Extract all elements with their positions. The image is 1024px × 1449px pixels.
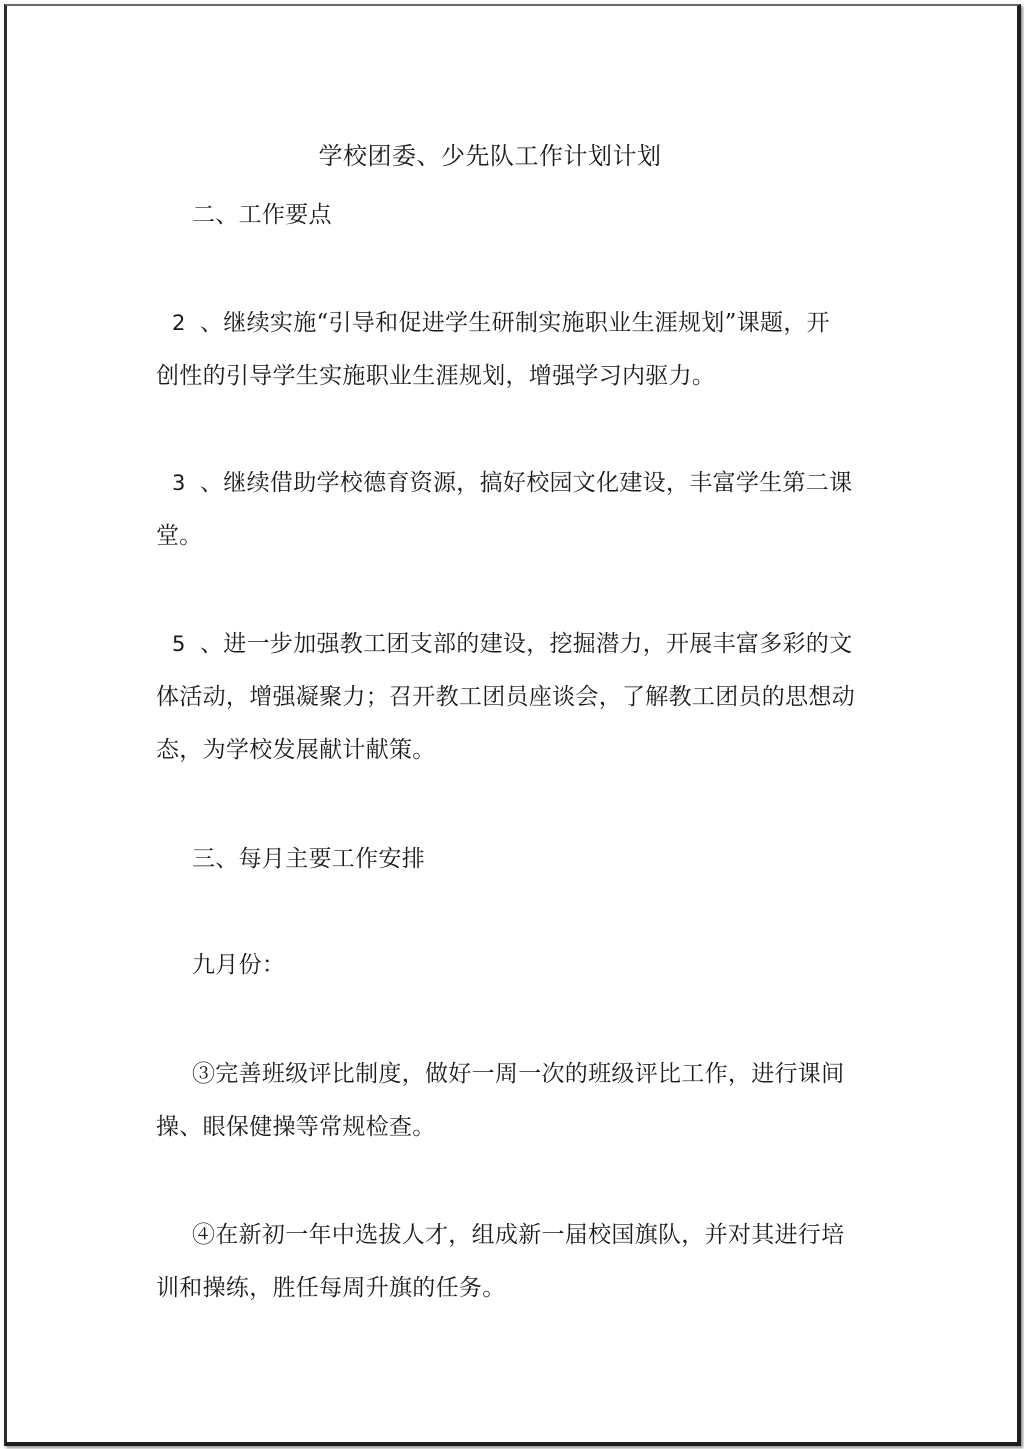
september-label: 九月份： bbox=[192, 952, 286, 978]
item-3-line-2: 堂。 bbox=[156, 523, 203, 549]
item-2-number: 2 bbox=[172, 311, 186, 335]
sep-item-3-line-1: ③完善班级评比制度，做好一周一次的班级评比工作，进行课间 bbox=[192, 1061, 845, 1087]
item-5-line-2: 体活动，增强凝聚力；召开教工团员座谈会，了解教工团员的思想动 bbox=[156, 684, 855, 710]
item-5-number: 5 bbox=[172, 632, 186, 656]
document-title: 学校团委、少先队工作计划计划 bbox=[318, 142, 662, 170]
item-3-line-1 bbox=[172, 464, 852, 497]
item-3-text-1: 、继续借助学校德育资源，搞好校园文化建设，丰富学生第二课 bbox=[200, 470, 853, 496]
item-5-text-1: 、进一步加强教工团支部的建设，挖掘潜力，开展丰富多彩的文 bbox=[200, 631, 853, 657]
item-5-line-1 bbox=[172, 625, 852, 658]
section-3-heading: 三、每月主要工作安排 bbox=[192, 846, 425, 872]
item-2-line-2: 创性的引导学生实施职业生涯规划，增强学习内驱力。 bbox=[156, 363, 716, 389]
item-2-line-1 bbox=[172, 304, 830, 337]
item-5-line-3: 态，为学校发展献计献策。 bbox=[156, 737, 436, 763]
sep-item-3-line-2: 操、眼保健操等常规检查。 bbox=[156, 1114, 436, 1140]
sep-item-4-line-1: ④在新初一年中选拔人才，组成新一届校国旗队，并对其进行培 bbox=[192, 1222, 845, 1248]
item-2-text-1: 、继续实施“引导和促进学生研制实施职业生涯规划”课题，开 bbox=[200, 310, 830, 336]
section-2-heading: 二、工作要点 bbox=[192, 202, 332, 228]
sep-item-4-line-2: 训和操练，胜任每周升旗的任务。 bbox=[156, 1275, 506, 1301]
item-3-number: 3 bbox=[172, 471, 186, 495]
